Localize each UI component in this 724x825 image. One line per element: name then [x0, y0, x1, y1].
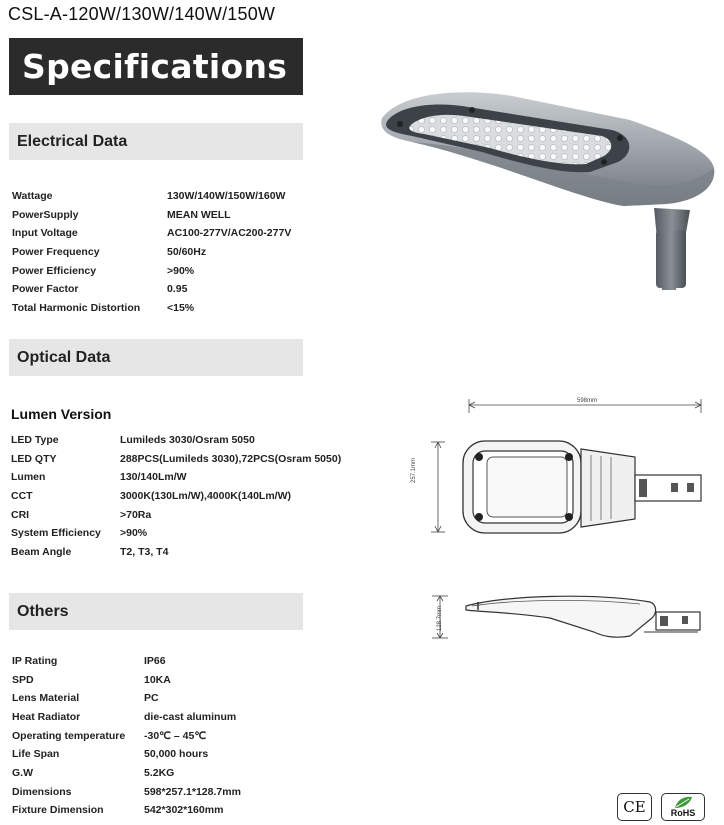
table-row — [12, 246, 207, 258]
optical-section-header: Optical Data — [9, 339, 303, 376]
table-row — [12, 209, 231, 221]
row-value: 3000K(130Lm/W),4000K(140Lm/W) — [120, 490, 291, 502]
height-dimension-label: 128.7mm — [437, 605, 443, 631]
row-key: CCT — [11, 490, 33, 502]
row-value: PC — [144, 692, 159, 704]
side-view-drawing — [430, 588, 710, 648]
row-value: 50/60Hz — [167, 246, 207, 258]
row-value: 5.2KG — [144, 767, 175, 779]
table-row — [11, 490, 291, 502]
row-key: Life Span — [12, 748, 60, 760]
row-value: Lumileds 3030/Osram 5050 — [120, 434, 255, 446]
table-row — [12, 265, 195, 277]
table-row — [11, 453, 342, 465]
table-row — [12, 674, 171, 686]
electrical-section-header: Electrical Data — [9, 123, 303, 160]
row-key: Power Factor — [12, 283, 79, 295]
row-key: G.W — [12, 767, 33, 779]
row-key: Lens Material — [12, 692, 80, 704]
row-key: Input Voltage — [12, 227, 78, 239]
street-light-product-image — [372, 80, 720, 300]
row-value: >90% — [120, 527, 148, 539]
table-row — [12, 655, 166, 667]
row-value: <15% — [167, 302, 195, 314]
row-value: AC100-277V/AC200-277V — [167, 227, 292, 239]
table-row — [11, 509, 152, 521]
row-value: >90% — [167, 265, 195, 277]
row-key: Operating temperature — [12, 730, 126, 742]
table-row — [11, 471, 187, 483]
row-key: Lumen — [11, 471, 46, 483]
table-row — [12, 786, 241, 798]
row-value: 0.95 — [167, 283, 188, 295]
row-value: 130/140Lm/W — [120, 471, 187, 483]
table-row — [12, 711, 237, 723]
leaf-icon — [671, 795, 695, 809]
top-view-drawing — [425, 395, 710, 545]
row-value: -30℃ – 45℃ — [144, 730, 207, 742]
row-key: Power Efficiency — [12, 265, 97, 277]
ce-mark — [617, 793, 652, 821]
row-key: LED Type — [11, 434, 59, 446]
row-value: 10KA — [144, 674, 171, 686]
table-row — [11, 527, 148, 539]
model-title: CSL-A-120W/130W/140W/150W — [8, 4, 276, 24]
row-key: PowerSupply — [12, 209, 79, 221]
rohs-text: RoHS — [670, 808, 696, 818]
table-row — [12, 767, 175, 779]
row-value: die-cast aluminum — [144, 711, 237, 723]
ce-text: CE — [623, 798, 646, 816]
row-key: LED QTY — [11, 453, 57, 465]
table-row — [12, 804, 224, 816]
row-value: 288PCS(Lumileds 3030),72PCS(Osram 5050) — [120, 453, 342, 465]
row-key: Wattage — [12, 190, 53, 202]
table-row — [11, 434, 255, 446]
width-dimension-label: 598mm — [577, 398, 598, 404]
row-value: T2, T3, T4 — [120, 546, 169, 558]
row-key: Power Frequency — [12, 246, 100, 258]
row-key: Fixture Dimension — [12, 804, 104, 816]
row-key: Dimensions — [12, 786, 72, 798]
table-row — [11, 546, 169, 558]
table-row — [12, 730, 207, 742]
table-row — [12, 748, 209, 760]
row-value: IP66 — [144, 655, 166, 667]
row-key: CRI — [11, 509, 30, 521]
row-value: 130W/140W/150W/160W — [167, 190, 286, 202]
row-value: MEAN WELL — [167, 209, 231, 221]
row-key: System Efficiency — [11, 527, 101, 539]
row-value: 542*302*160mm — [144, 804, 224, 816]
row-value: 50,000 hours — [144, 748, 209, 760]
table-row — [12, 190, 286, 202]
table-row — [12, 227, 292, 239]
row-key: Beam Angle — [11, 546, 72, 558]
table-row — [12, 692, 159, 704]
table-row — [12, 283, 188, 295]
rohs-mark — [661, 793, 705, 821]
depth-dimension-label: 257.1mm — [411, 457, 417, 483]
row-key: Total Harmonic Distortion — [12, 302, 141, 314]
specifications-banner: Specifications — [9, 38, 303, 95]
lumen-version-heading: Lumen Version — [11, 406, 112, 422]
row-key: SPD — [12, 674, 34, 686]
row-value: 598*257.1*128.7mm — [144, 786, 241, 798]
table-row — [12, 302, 195, 314]
row-key: Heat Radiator — [12, 711, 81, 723]
row-value: >70Ra — [120, 509, 152, 521]
row-key: IP Rating — [12, 655, 58, 667]
others-section-header: Others — [9, 593, 303, 630]
